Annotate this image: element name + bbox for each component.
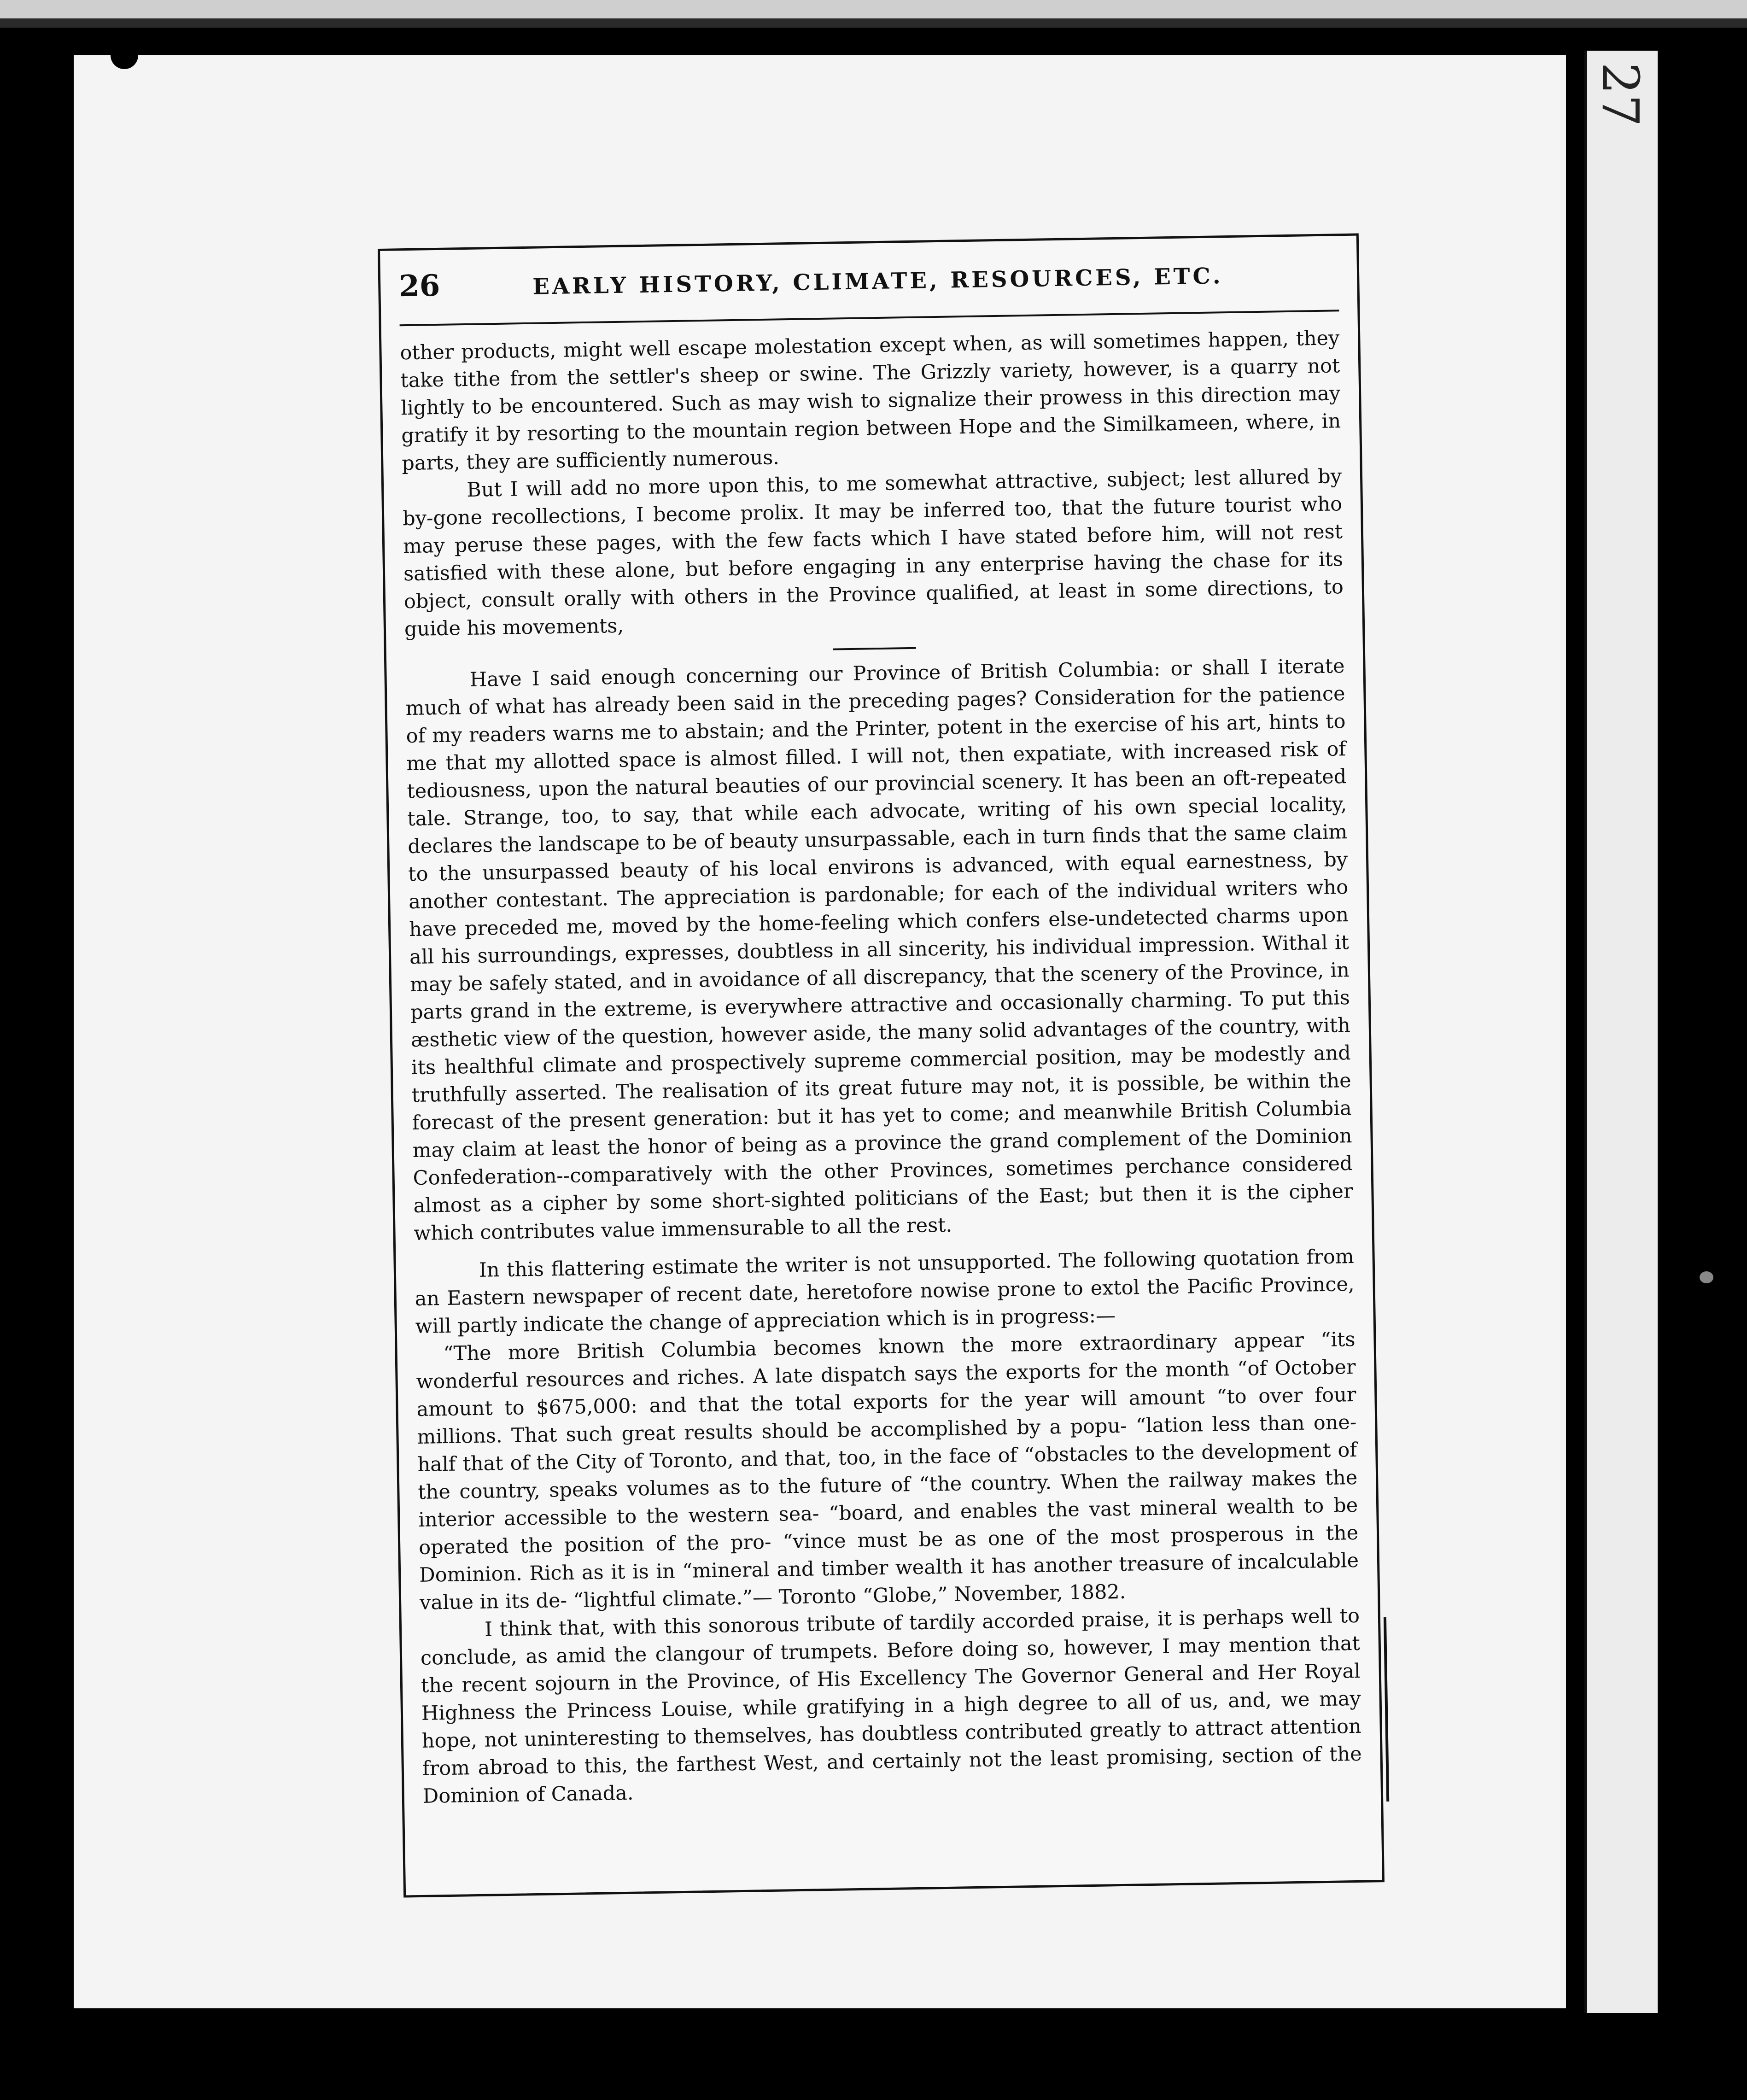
page-header — [399, 254, 1339, 326]
scanner-top-shadow — [0, 18, 1747, 28]
speck-mark — [1700, 1271, 1713, 1283]
paragraph-1: other products, might well escape molestation except when, as will sometimes happen, they take tithe from the settler's sheep or swine. The Grizzly variety, however, is a quarry not lightly to be encountered. Such as may wish to signalize their prowess in this direction may gratify it by resorting to the mountain region between Hope and the Similkameen, where, in parts, they are sufficiently numerous. — [400, 327, 1341, 475]
page-number: 26 — [398, 268, 440, 304]
scanner-top-strip — [0, 0, 1747, 18]
page-content — [399, 254, 1364, 1877]
printed-page — [378, 234, 1385, 1898]
paragraph-3: Have I said enough concerning our Province of British Columbia: or shall I iterate much of what has already been said in the preceding pages? Consideration for the patience of my readers warns me to abstain; and the Printer, potent in the exercise of his art, hints to me that my allotted space is almost filled. I will not, then expatiate, with increased risk of tediousness, upon the natural beauties of our provincial scenery. It has been an oft-repeated tale. Strange, too, to say, that while each advocate, writing of his own special locality, declares the landscape to be of beauty unsurpassable, each in turn finds that the same claim to the unsurpassed beauty of his local environs is advanced, with equal earnestness, by another contestant. The appreciation is pardonable; for each of the individual writers who have preceded me, moved by the home-feeling which confers else-undetected charms upon all his surroundings, expresses, doubtless in all sincerity, his individual impression. Withal it may be safely stated, and in avoidance of all discrepancy, that the scenery of the Province, in parts grand in the extreme, is everywhere attractive and occasionally charming. To put this æsthetic view of the question, however aside, the many solid advantages of the country, with its healthful climate and prospectively supreme commercial position, may be modestly and truthfully asserted. The realisation of its great future may not, it is possible, be within the forecast of the present generation: but it has yet to come; and meanwhile British Columbia may claim at least the honor of being as a province the grand complement of the Dominion Confederation--comparatively with the other Provinces, sometimes perchance considered almost as a cipher by some short-sighted politicians of the East; but then it is the cipher which contributes value immensurable to all the rest. — [405, 655, 1353, 1246]
section-divider — [833, 647, 916, 650]
right-edge-strip — [1584, 51, 1658, 2013]
paragraph-4: In this flattering estimate the writer is not unsupported. The following quotation from an Eastern newspaper of recent date, heretofore nowise prone to extol the Pacific Province, will partly indicate the change of appreciation which is in progress:— — [415, 1245, 1355, 1339]
folio-mark: 27 — [1591, 62, 1650, 127]
running-head: EARLY HISTORY, CLIMATE, RESOURCES, ETC. — [532, 263, 1224, 300]
speck-mark — [111, 51, 138, 69]
paragraph-2: But I will add no more upon this, to me somewhat attractive, subject; lest allured by by-gone recollections, I become prolix. It may be inferred too, that the future tourist who may peruse these pages, with the few facts which I have stated before him, will not rest satisfied with these alone, but before engaging in any enterprise having the chase for its object, consult orally with others in the Province qualified, at least in some directions, to guide his movements, — [402, 465, 1344, 641]
paragraph-5: I think that, with this sonorous tribute of tardily accorded praise, it is perhaps well to conclude, as amid the clangour of trumpets. Before doing so, however, I may mention that the recent sojourn in the Province, of His Excellency The Governor General and Her Royal Highness the Princess Louise, while gratifying in a high degree to all of us, and, we may hope, not uninteresting to themselves, has doubtless contributed greatly to attract attention from abroad to this, the farthest West, and certainly not the least promising, section of the Dominion of Canada. — [420, 1604, 1362, 1808]
newspaper-quotation: “The more British Columbia becomes known the more extraordinary appear “its wonderful resources and riches. A late dispatch says the exports for the month “of October amount to $675,000: and that the total exports for the year will amount “to over four millions. That such great results should be accomplished by a popu- “lation less than one-half that of the City of Toronto, and that, too, in the face of “obstacles to the development of the country, speaks volumes as to the future of “the country. When the railway makes the interior accessible to the western sea- “board, and enables the vast mineral wealth to be operated the position of the pro- “vince must be as one of the most prosperous in the Dominion. Rich as it is in “mineral and timber wealth it has another treasure of incalculable value in its de- “lightful climate.”— Toronto “Globe,” November, 1882. — [416, 1328, 1359, 1614]
